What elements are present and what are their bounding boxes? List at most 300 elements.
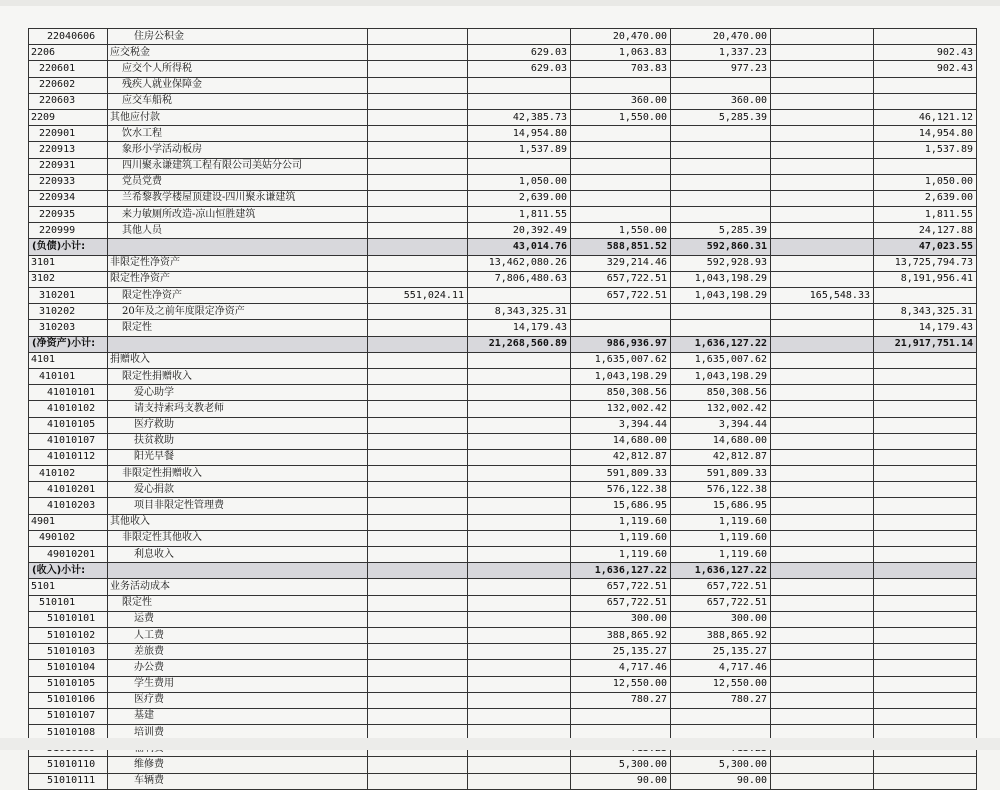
ledger-body — [29, 29, 977, 790]
account-code-cell: (负债)小计: — [29, 239, 108, 255]
amount-cell-col6 — [874, 449, 977, 465]
amount-cell-col5 — [771, 466, 874, 482]
amount-cell-col5 — [771, 158, 874, 174]
table-row — [29, 514, 977, 530]
amount-cell-col1 — [368, 433, 468, 449]
amount-cell-col6 — [874, 514, 977, 530]
amount-cell-col6 — [874, 676, 977, 692]
amount-cell-col1 — [368, 207, 468, 223]
account-code-cell: 51010110 — [29, 757, 108, 773]
amount-cell-col1 — [368, 547, 468, 563]
table-row — [29, 757, 977, 773]
account-name-cell: 20年及之前年度限定净资产 — [108, 304, 368, 320]
amount-cell-col4: 1,119.60 — [671, 514, 771, 530]
amount-cell-col6 — [874, 158, 977, 174]
table-row — [29, 449, 977, 465]
account-name-cell: 限定性净资产 — [108, 288, 368, 304]
account-code-cell: 510101 — [29, 595, 108, 611]
amount-cell-col3: 1,119.60 — [571, 514, 671, 530]
account-code-cell: 410102 — [29, 466, 108, 482]
amount-cell-col2 — [468, 368, 571, 384]
amount-cell-col5 — [771, 498, 874, 514]
amount-cell-col4: 90.00 — [671, 773, 771, 789]
amount-cell-col2 — [468, 514, 571, 530]
account-code-cell: 220913 — [29, 142, 108, 158]
amount-cell-col5 — [771, 239, 874, 255]
amount-cell-col5 — [771, 174, 874, 190]
amount-cell-col6: 46,121.12 — [874, 109, 977, 125]
amount-cell-col3 — [571, 320, 671, 336]
account-name-cell: 应交税金 — [108, 45, 368, 61]
amount-cell-col3 — [571, 190, 671, 206]
account-name-cell: 其他收入 — [108, 514, 368, 530]
amount-cell-col3: 703.83 — [571, 61, 671, 77]
account-code-cell: 51010111 — [29, 773, 108, 789]
table-row — [29, 773, 977, 789]
amount-cell-col4: 1,636,127.22 — [671, 336, 771, 352]
amount-cell-col3: 657,722.51 — [571, 595, 671, 611]
account-code-cell: 51010103 — [29, 644, 108, 660]
amount-cell-col4: 132,002.42 — [671, 401, 771, 417]
account-name-cell: 扶贫救助 — [108, 433, 368, 449]
amount-cell-col4: 1,636,127.22 — [671, 563, 771, 579]
amount-cell-col1 — [368, 126, 468, 142]
amount-cell-col6: 902.43 — [874, 61, 977, 77]
amount-cell-col5 — [771, 126, 874, 142]
amount-cell-col2 — [468, 644, 571, 660]
amount-cell-col4: 850,308.56 — [671, 385, 771, 401]
amount-cell-col2 — [468, 579, 571, 595]
amount-cell-col4: 592,860.31 — [671, 239, 771, 255]
account-code-cell: 310202 — [29, 304, 108, 320]
amount-cell-col2: 20,392.49 — [468, 223, 571, 239]
amount-cell-col6 — [874, 482, 977, 498]
account-name-cell: 象形小学活动板房 — [108, 142, 368, 158]
amount-cell-col1 — [368, 417, 468, 433]
amount-cell-col4: 592,928.93 — [671, 255, 771, 271]
amount-cell-col2: 2,639.00 — [468, 190, 571, 206]
amount-cell-col3: 657,722.51 — [571, 271, 671, 287]
account-name-cell: 运费 — [108, 611, 368, 627]
amount-cell-col5 — [771, 433, 874, 449]
table-row — [29, 126, 977, 142]
table-row — [29, 93, 977, 109]
amount-cell-col2: 1,811.55 — [468, 207, 571, 223]
table-row — [29, 644, 977, 660]
amount-cell-col1 — [368, 174, 468, 190]
amount-cell-col3: 300.00 — [571, 611, 671, 627]
amount-cell-col4 — [671, 708, 771, 724]
amount-cell-col2: 7,806,480.63 — [468, 271, 571, 287]
account-name-cell: 基建 — [108, 708, 368, 724]
account-code-cell: 41010107 — [29, 433, 108, 449]
amount-cell-col5 — [771, 579, 874, 595]
amount-cell-col1 — [368, 773, 468, 789]
account-code-cell: 490102 — [29, 530, 108, 546]
amount-cell-col3: 12,550.00 — [571, 676, 671, 692]
amount-cell-col2 — [468, 498, 571, 514]
amount-cell-col5 — [771, 676, 874, 692]
amount-cell-col3: 1,635,007.62 — [571, 352, 671, 368]
amount-cell-col1 — [368, 352, 468, 368]
amount-cell-col1 — [368, 611, 468, 627]
amount-cell-col6 — [874, 611, 977, 627]
amount-cell-col3: 20,470.00 — [571, 29, 671, 45]
amount-cell-col1 — [368, 320, 468, 336]
table-row — [29, 676, 977, 692]
amount-cell-col6: 1,811.55 — [874, 207, 977, 223]
amount-cell-col1 — [368, 61, 468, 77]
amount-cell-col2: 42,385.73 — [468, 109, 571, 125]
amount-cell-col5 — [771, 255, 874, 271]
amount-cell-col3: 1,636,127.22 — [571, 563, 671, 579]
account-code-cell: 5101 — [29, 579, 108, 595]
amount-cell-col4: 15,686.95 — [671, 498, 771, 514]
amount-cell-col6: 21,917,751.14 — [874, 336, 977, 352]
account-name-cell: 请支持索玛支教老师 — [108, 401, 368, 417]
amount-cell-col2 — [468, 158, 571, 174]
amount-cell-col5 — [771, 401, 874, 417]
account-code-cell: 3102 — [29, 271, 108, 287]
amount-cell-col4: 14,680.00 — [671, 433, 771, 449]
table-row — [29, 352, 977, 368]
amount-cell-col3: 1,550.00 — [571, 223, 671, 239]
account-code-cell: (收入)小计: — [29, 563, 108, 579]
amount-cell-col5 — [771, 530, 874, 546]
amount-cell-col5 — [771, 368, 874, 384]
amount-cell-col6 — [874, 498, 977, 514]
amount-cell-col5 — [771, 336, 874, 352]
amount-cell-col1 — [368, 757, 468, 773]
amount-cell-col1 — [368, 336, 468, 352]
table-row — [29, 142, 977, 158]
amount-cell-col1 — [368, 77, 468, 93]
account-name-cell: 业务活动成本 — [108, 579, 368, 595]
amount-cell-col1 — [368, 109, 468, 125]
account-name-cell: 利息收入 — [108, 547, 368, 563]
account-code-cell: 220601 — [29, 61, 108, 77]
table-row — [29, 530, 977, 546]
amount-cell-col3: 5,300.00 — [571, 757, 671, 773]
amount-cell-col1 — [368, 368, 468, 384]
amount-cell-col2 — [468, 676, 571, 692]
account-code-cell: 2206 — [29, 45, 108, 61]
amount-cell-col3: 657,722.51 — [571, 579, 671, 595]
amount-cell-col2 — [468, 29, 571, 45]
amount-cell-col5 — [771, 190, 874, 206]
amount-cell-col6: 47,023.55 — [874, 239, 977, 255]
account-code-cell: 4901 — [29, 514, 108, 530]
table-row — [29, 45, 977, 61]
amount-cell-col4: 5,285.39 — [671, 223, 771, 239]
amount-cell-col6 — [874, 401, 977, 417]
amount-cell-col4: 977.23 — [671, 61, 771, 77]
amount-cell-col1 — [368, 692, 468, 708]
amount-cell-col6 — [874, 433, 977, 449]
amount-cell-col3: 329,214.46 — [571, 255, 671, 271]
amount-cell-col6: 13,725,794.73 — [874, 255, 977, 271]
account-name-cell — [108, 239, 368, 255]
table-row — [29, 401, 977, 417]
account-code-cell: 51010102 — [29, 627, 108, 643]
account-name-cell: 限定性捐赠收入 — [108, 368, 368, 384]
amount-cell-col5 — [771, 93, 874, 109]
account-name-cell: 项目非限定性管理费 — [108, 498, 368, 514]
amount-cell-col1 — [368, 482, 468, 498]
table-row — [29, 417, 977, 433]
amount-cell-col3: 780.27 — [571, 692, 671, 708]
account-code-cell: 220933 — [29, 174, 108, 190]
amount-cell-col6 — [874, 466, 977, 482]
account-name-cell: 限定性净资产 — [108, 271, 368, 287]
amount-cell-col4 — [671, 304, 771, 320]
amount-cell-col2 — [468, 352, 571, 368]
amount-cell-col2: 629.03 — [468, 45, 571, 61]
amount-cell-col4 — [671, 174, 771, 190]
amount-cell-col3: 1,043,198.29 — [571, 368, 671, 384]
amount-cell-col1 — [368, 627, 468, 643]
amount-cell-col5: 165,548.33 — [771, 288, 874, 304]
account-name-cell: 爱心捐款 — [108, 482, 368, 498]
amount-cell-col2 — [468, 627, 571, 643]
table-row — [29, 174, 977, 190]
account-code-cell: 41010102 — [29, 401, 108, 417]
amount-cell-col5 — [771, 514, 874, 530]
account-name-cell — [108, 336, 368, 352]
amount-cell-col4: 657,722.51 — [671, 595, 771, 611]
table-row — [29, 158, 977, 174]
amount-cell-col1: 551,024.11 — [368, 288, 468, 304]
amount-cell-col6 — [874, 627, 977, 643]
amount-cell-col5 — [771, 692, 874, 708]
amount-cell-col2: 21,268,560.89 — [468, 336, 571, 352]
table-row — [29, 627, 977, 643]
account-code-cell: 220901 — [29, 126, 108, 142]
amount-cell-col3: 4,717.46 — [571, 660, 671, 676]
amount-cell-col3: 90.00 — [571, 773, 671, 789]
amount-cell-col5 — [771, 385, 874, 401]
amount-cell-col5 — [771, 595, 874, 611]
amount-cell-col2 — [468, 757, 571, 773]
amount-cell-col2 — [468, 595, 571, 611]
account-code-cell: 49010201 — [29, 547, 108, 563]
account-code-cell: 310201 — [29, 288, 108, 304]
amount-cell-col3: 132,002.42 — [571, 401, 671, 417]
amount-cell-col4: 20,470.00 — [671, 29, 771, 45]
account-name-cell: 人工费 — [108, 627, 368, 643]
amount-cell-col1 — [368, 514, 468, 530]
amount-cell-col1 — [368, 401, 468, 417]
amount-cell-col3: 25,135.27 — [571, 644, 671, 660]
amount-cell-col1 — [368, 660, 468, 676]
account-name-cell: 捐赠收入 — [108, 352, 368, 368]
amount-cell-col1 — [368, 45, 468, 61]
account-code-cell: 22040606 — [29, 29, 108, 45]
amount-cell-col1 — [368, 304, 468, 320]
amount-cell-col4: 1,635,007.62 — [671, 352, 771, 368]
account-name-cell: 来力敏厕所改造-凉山恒胜建筑 — [108, 207, 368, 223]
amount-cell-col2: 43,014.76 — [468, 239, 571, 255]
amount-cell-col4: 657,722.51 — [671, 579, 771, 595]
amount-cell-col4 — [671, 190, 771, 206]
amount-cell-col1 — [368, 190, 468, 206]
amount-cell-col2 — [468, 708, 571, 724]
amount-cell-col4: 1,043,198.29 — [671, 271, 771, 287]
amount-cell-col3: 576,122.38 — [571, 482, 671, 498]
amount-cell-col6 — [874, 563, 977, 579]
amount-cell-col2: 1,537.89 — [468, 142, 571, 158]
amount-cell-col5 — [771, 644, 874, 660]
amount-cell-col6: 902.43 — [874, 45, 977, 61]
amount-cell-col6 — [874, 773, 977, 789]
amount-cell-col1 — [368, 142, 468, 158]
account-code-cell: 220999 — [29, 223, 108, 239]
amount-cell-col6 — [874, 93, 977, 109]
amount-cell-col6 — [874, 708, 977, 724]
amount-cell-col4: 42,812.87 — [671, 449, 771, 465]
amount-cell-col4 — [671, 142, 771, 158]
account-name-cell: 非限定性捐赠收入 — [108, 466, 368, 482]
account-code-cell: (净资产)小计: — [29, 336, 108, 352]
table-row — [29, 385, 977, 401]
amount-cell-col4: 300.00 — [671, 611, 771, 627]
account-code-cell: 41010101 — [29, 385, 108, 401]
amount-cell-col2 — [468, 660, 571, 676]
amount-cell-col3: 14,680.00 — [571, 433, 671, 449]
amount-cell-col4 — [671, 320, 771, 336]
amount-cell-col5 — [771, 563, 874, 579]
amount-cell-col2: 14,954.80 — [468, 126, 571, 142]
account-code-cell: 51010106 — [29, 692, 108, 708]
amount-cell-col6 — [874, 288, 977, 304]
amount-cell-col2 — [468, 77, 571, 93]
account-balance-table — [28, 28, 977, 790]
amount-cell-col2 — [468, 288, 571, 304]
account-code-cell: 4101 — [29, 352, 108, 368]
amount-cell-col5 — [771, 449, 874, 465]
amount-cell-col2 — [468, 449, 571, 465]
account-code-cell: 310203 — [29, 320, 108, 336]
amount-cell-col5 — [771, 611, 874, 627]
amount-cell-col3: 360.00 — [571, 93, 671, 109]
amount-cell-col1 — [368, 579, 468, 595]
amount-cell-col6: 2,639.00 — [874, 190, 977, 206]
amount-cell-col4 — [671, 126, 771, 142]
amount-cell-col6 — [874, 579, 977, 595]
amount-cell-col2 — [468, 93, 571, 109]
account-name-cell: 车辆费 — [108, 773, 368, 789]
amount-cell-col3: 1,119.60 — [571, 530, 671, 546]
amount-cell-col3: 591,809.33 — [571, 466, 671, 482]
amount-cell-col6 — [874, 368, 977, 384]
table-row — [29, 466, 977, 482]
account-name-cell: 四川聚永谦建筑工程有限公司美姑分公司 — [108, 158, 368, 174]
amount-cell-col4 — [671, 77, 771, 93]
account-code-cell: 51010104 — [29, 660, 108, 676]
amount-cell-col5 — [771, 304, 874, 320]
amount-cell-col6: 14,954.80 — [874, 126, 977, 142]
amount-cell-col2: 629.03 — [468, 61, 571, 77]
account-code-cell: 41010201 — [29, 482, 108, 498]
amount-cell-col6 — [874, 595, 977, 611]
amount-cell-col6 — [874, 692, 977, 708]
amount-cell-col3: 657,722.51 — [571, 288, 671, 304]
amount-cell-col1 — [368, 93, 468, 109]
account-code-cell: 3101 — [29, 255, 108, 271]
amount-cell-col1 — [368, 385, 468, 401]
amount-cell-col2 — [468, 466, 571, 482]
subtotal-row — [29, 239, 977, 255]
table-row — [29, 595, 977, 611]
amount-cell-col5 — [771, 142, 874, 158]
account-name-cell: 限定性 — [108, 595, 368, 611]
amount-cell-col3 — [571, 142, 671, 158]
amount-cell-col2 — [468, 401, 571, 417]
amount-cell-col2 — [468, 563, 571, 579]
amount-cell-col3: 388,865.92 — [571, 627, 671, 643]
account-code-cell: 41010203 — [29, 498, 108, 514]
amount-cell-col3 — [571, 708, 671, 724]
amount-cell-col5 — [771, 417, 874, 433]
amount-cell-col5 — [771, 773, 874, 789]
amount-cell-col6: 14,179.43 — [874, 320, 977, 336]
account-name-cell: 维修费 — [108, 757, 368, 773]
table-row — [29, 61, 977, 77]
amount-cell-col4: 360.00 — [671, 93, 771, 109]
amount-cell-col4: 780.27 — [671, 692, 771, 708]
account-name-cell: 学生费用 — [108, 676, 368, 692]
subtotal-row — [29, 563, 977, 579]
amount-cell-col6: 1,537.89 — [874, 142, 977, 158]
amount-cell-col6 — [874, 547, 977, 563]
table-row — [29, 271, 977, 287]
amount-cell-col2 — [468, 530, 571, 546]
account-name-cell: 兰希黎教学楼屋顶建设-四川聚永谦建筑 — [108, 190, 368, 206]
account-name-cell: 阳光早餐 — [108, 449, 368, 465]
account-name-cell: 残疾人就业保障金 — [108, 77, 368, 93]
amount-cell-col1 — [368, 530, 468, 546]
scan-bottom-edge — [0, 738, 1000, 750]
table-row — [29, 482, 977, 498]
amount-cell-col1 — [368, 29, 468, 45]
amount-cell-col3: 42,812.87 — [571, 449, 671, 465]
amount-cell-col1 — [368, 223, 468, 239]
amount-cell-col5 — [771, 223, 874, 239]
account-name-cell: 非限定性其他收入 — [108, 530, 368, 546]
amount-cell-col6 — [874, 385, 977, 401]
table-row — [29, 692, 977, 708]
table-row — [29, 498, 977, 514]
amount-cell-col2: 13,462,080.26 — [468, 255, 571, 271]
amount-cell-col1 — [368, 644, 468, 660]
amount-cell-col4: 1,043,198.29 — [671, 368, 771, 384]
table-row — [29, 255, 977, 271]
table-row — [29, 660, 977, 676]
amount-cell-col5 — [771, 45, 874, 61]
amount-cell-col4: 1,119.60 — [671, 530, 771, 546]
account-name-cell: 医疗费 — [108, 692, 368, 708]
account-name-cell: 饮水工程 — [108, 126, 368, 142]
table-row — [29, 547, 977, 563]
table-row — [29, 304, 977, 320]
amount-cell-col3 — [571, 207, 671, 223]
amount-cell-col5 — [771, 708, 874, 724]
amount-cell-col5 — [771, 320, 874, 336]
account-code-cell: 51010105 — [29, 676, 108, 692]
amount-cell-col4: 5,300.00 — [671, 757, 771, 773]
amount-cell-col4: 12,550.00 — [671, 676, 771, 692]
account-code-cell: 220602 — [29, 77, 108, 93]
